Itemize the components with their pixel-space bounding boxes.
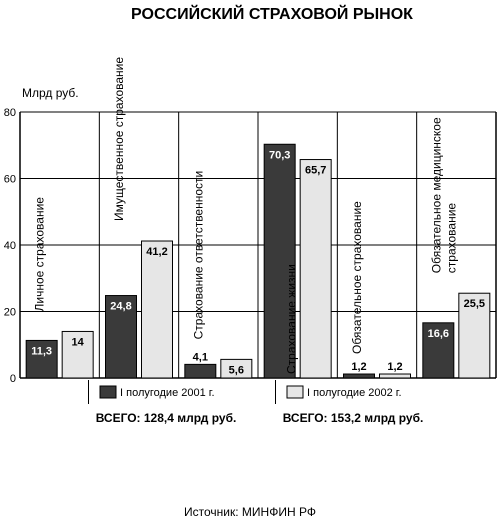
category-label: Обязательное страхование (350, 201, 364, 355)
y-tick-label: 20 (3, 306, 16, 319)
y-tick-label: 40 (3, 240, 16, 252)
category-label: Страхование ответственности (191, 170, 206, 340)
bar-value-label: 24,8 (110, 300, 132, 313)
bar (344, 374, 375, 378)
legend-bracket (275, 380, 276, 404)
chart-legend (88, 380, 423, 425)
y-tick-label: 80 (3, 107, 16, 119)
category-label: Личное страхование (32, 196, 47, 312)
y-tick-label: 60 (3, 173, 16, 186)
bar-value-label: 41,2 (146, 246, 168, 259)
legend-label: I полугодие 2002 г. (307, 387, 402, 399)
bar-value-label: 25,5 (463, 298, 486, 311)
legend-swatch (287, 386, 303, 398)
category-label: Страхование жизни (284, 264, 299, 374)
y-tick-label: 0 (9, 373, 16, 385)
bar-value-label: 5,6 (228, 364, 244, 377)
legend-bracket (88, 380, 89, 404)
total-label: ВСЕГО: 153,2 млрд руб. (282, 411, 424, 425)
bar-value-label: 65,7 (304, 164, 327, 177)
category-label: Имущественное страхование (112, 56, 126, 222)
chart-title: РОССИЙСКИЙ СТРАХОВОЙ РЫНОК (131, 6, 413, 23)
total-label: ВСЕГО: 128,4 млрд руб. (95, 411, 237, 425)
bar (142, 241, 173, 378)
bar-value-label: 1,2 (387, 361, 403, 374)
bar-value-label: 1,2 (351, 361, 367, 374)
category-label: Обязательное медицинское (429, 117, 444, 274)
legend-swatch (100, 386, 116, 398)
legend-label: I полугодие 2001 г. (120, 387, 215, 399)
bar-value-label: 4,1 (192, 351, 208, 364)
bar (185, 364, 216, 378)
bar-value-label: 14 (71, 336, 84, 349)
bar-value-label: 16,6 (427, 327, 450, 340)
category-label: страхование (444, 202, 459, 274)
bar-value-label: 70,3 (268, 149, 291, 162)
bar-value-label: 11,3 (31, 345, 53, 358)
bar (380, 374, 411, 378)
bar (300, 160, 331, 378)
source-note: Источник: МИНФИН РФ (184, 505, 316, 519)
y-axis-label: Млрд руб. (22, 86, 79, 100)
